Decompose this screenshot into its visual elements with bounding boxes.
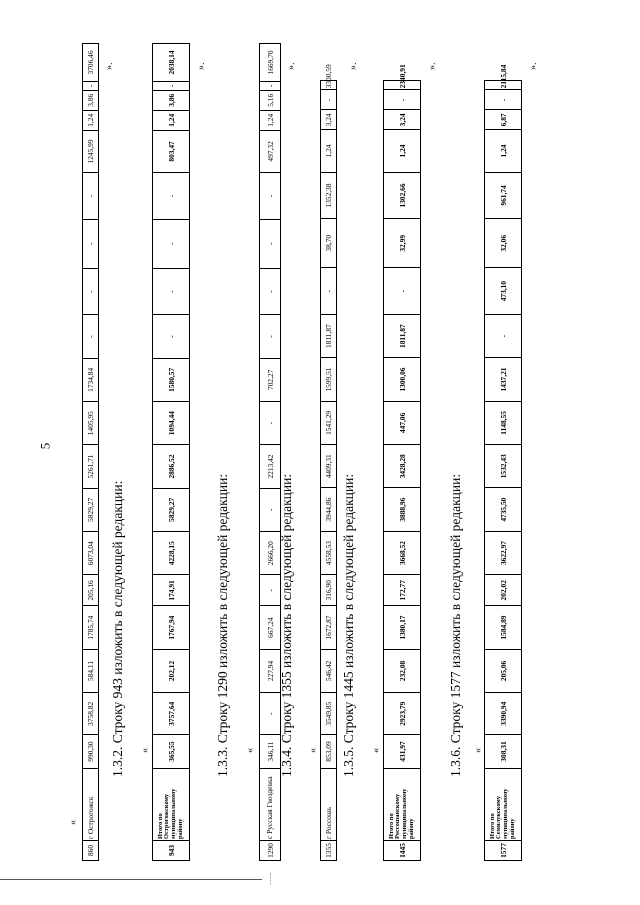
value-cell: 172,77 xyxy=(384,575,421,606)
value-cell: 6,87 xyxy=(485,110,522,130)
value-cell: 803,47 xyxy=(153,130,190,172)
value-cell: 316,90 xyxy=(321,575,337,606)
value-cell: - xyxy=(153,315,190,358)
value-cell: 1437,21 xyxy=(485,358,522,401)
page-number: 5 xyxy=(37,442,53,450)
value-cell: - xyxy=(83,268,99,315)
value-cell: 1811,87 xyxy=(384,314,421,357)
settlement-name-cell: г Острогожск xyxy=(83,768,99,840)
value-cell: 1,24 xyxy=(321,130,337,172)
value-cell: 447,06 xyxy=(384,401,421,444)
value-cell: 3,86 xyxy=(83,90,99,110)
row-number-cell: 1355 xyxy=(321,840,337,860)
value-cell: 3668,52 xyxy=(384,531,421,574)
value-cell: - xyxy=(153,81,190,90)
value-cell: 2666,20 xyxy=(260,532,281,575)
value-cell: 38,70 xyxy=(321,219,337,268)
value-cell: 1541,29 xyxy=(321,401,337,444)
value-cell: - xyxy=(485,90,522,110)
value-cell: - xyxy=(260,693,281,735)
settlement-name-cell: с Русская Гвоздевка xyxy=(260,768,281,840)
amendment-heading: 1.3.3. Строку 1290 изложить в следующей редакции: xyxy=(215,473,230,777)
open-quote: « xyxy=(68,820,79,825)
value-cell: 1094,44 xyxy=(153,402,190,445)
table-row-860 xyxy=(82,43,99,861)
value-cell: - xyxy=(83,315,99,358)
value-cell: 1811,87 xyxy=(321,314,337,357)
value-cell: 2038,14 xyxy=(153,44,190,82)
value-cell: - xyxy=(153,268,190,315)
value-cell: 4228,15 xyxy=(153,532,190,575)
value-cell: 546,42 xyxy=(321,649,337,692)
value-cell: 4735,50 xyxy=(485,488,522,531)
value-cell: 3622,97 xyxy=(485,531,522,574)
row-number-cell: 860 xyxy=(83,841,99,861)
value-cell: 702,27 xyxy=(260,358,281,401)
value-cell: 4409,31 xyxy=(321,445,337,488)
amendment-heading: 1.3.5. Строку 1445 изложить в следующей редакции: xyxy=(341,473,356,777)
value-cell: 1,24 xyxy=(485,130,522,172)
value-cell: 3888,96 xyxy=(384,488,421,531)
table-row-1290 xyxy=(259,43,281,861)
value-cell: 473,10 xyxy=(485,268,522,315)
value-cell: 3758,82 xyxy=(83,693,99,735)
value-cell: - xyxy=(83,81,99,90)
close-quote: ». xyxy=(528,62,539,70)
value-cell: 1599,51 xyxy=(321,358,337,401)
value-cell: 5829,27 xyxy=(153,488,190,531)
value-cell: - xyxy=(384,90,421,110)
value-cell: 1,24 xyxy=(384,130,421,172)
value-cell: - xyxy=(260,402,281,445)
amendment-heading: 1.3.6. Строку 1577 изложить в следующей редакции: xyxy=(448,473,463,777)
value-cell: 3,24 xyxy=(384,110,421,130)
value-cell: 1,24 xyxy=(260,110,281,130)
value-cell: 667,24 xyxy=(260,606,281,649)
value-cell: 431,97 xyxy=(384,735,421,768)
row-number-cell: 943 xyxy=(153,841,190,861)
value-cell: 1767,94 xyxy=(153,606,190,649)
value-cell: 1734,84 xyxy=(83,358,99,401)
settlement-name-cell: г Россошь xyxy=(321,768,337,840)
value-cell: 205,06 xyxy=(485,649,522,692)
table-row-1577 xyxy=(484,43,522,861)
value-cell: 1580,57 xyxy=(153,358,190,401)
value-cell: 32,06 xyxy=(485,219,522,268)
close-quote: ». xyxy=(286,62,297,70)
value-cell: 5829,27 xyxy=(83,488,99,531)
value-cell: 6073,04 xyxy=(83,532,99,575)
open-quote: « xyxy=(140,748,151,753)
value-cell: 227,94 xyxy=(260,649,281,692)
value-cell: 1405,95 xyxy=(83,402,99,445)
open-quote: « xyxy=(308,748,319,753)
settlement-name-cell: Итого по Острогожскому муниципальному району xyxy=(153,768,190,840)
value-cell: 1302,66 xyxy=(384,172,421,219)
value-cell: 202,12 xyxy=(153,649,190,692)
value-cell: 3706,46 xyxy=(83,44,99,82)
open-quote: « xyxy=(473,748,484,753)
value-cell: 32,99 xyxy=(384,219,421,268)
value-cell: 3428,28 xyxy=(384,445,421,488)
value-cell: 3,86 xyxy=(153,90,190,110)
value-cell: - xyxy=(260,219,281,268)
row-number-cell: 1577 xyxy=(485,840,522,860)
value-cell: - xyxy=(260,81,281,90)
close-quote: ». xyxy=(427,62,438,70)
value-cell: - xyxy=(384,268,421,315)
value-cell: 5261,71 xyxy=(83,445,99,488)
value-cell: 853,09 xyxy=(321,735,337,768)
value-cell: - xyxy=(153,173,190,220)
row-number-cell: 1290 xyxy=(260,841,281,861)
close-quote: ». xyxy=(196,62,207,70)
value-cell: 1148,55 xyxy=(485,401,522,444)
value-cell: 1245,99 xyxy=(83,130,99,172)
value-cell: 584,11 xyxy=(83,649,99,692)
value-cell: 990,30 xyxy=(83,735,99,768)
value-cell: 308,31 xyxy=(485,735,522,768)
value-cell: 346,11 xyxy=(260,735,281,768)
value-cell: 202,02 xyxy=(485,575,522,606)
settlement-name-cell: Итого по Семилукскому муниципальному району xyxy=(485,768,522,840)
value-cell: 4558,53 xyxy=(321,531,337,574)
value-cell: 2340,91 xyxy=(384,81,421,90)
value-cell: 2886,52 xyxy=(153,445,190,488)
footer-mark xyxy=(270,873,271,885)
value-cell: - xyxy=(260,575,281,606)
value-cell: 2923,79 xyxy=(384,693,421,735)
amendment-heading: 1.3.4. Строку 1355 изложить в следующей редакции: xyxy=(279,473,294,777)
value-cell: 3757,64 xyxy=(153,693,190,735)
value-cell: - xyxy=(83,173,99,220)
table-row-1355 xyxy=(320,43,337,861)
value-cell: 3549,85 xyxy=(321,693,337,735)
value-cell: 1380,17 xyxy=(384,606,421,649)
value-cell: 1300,06 xyxy=(384,358,421,401)
table-row-1445 xyxy=(383,43,421,861)
value-cell: 5,16 xyxy=(260,90,281,110)
value-cell: 3,24 xyxy=(321,110,337,130)
value-cell: 497,32 xyxy=(260,130,281,172)
value-cell: 1,24 xyxy=(83,110,99,130)
value-cell: 2213,42 xyxy=(260,445,281,488)
open-quote: « xyxy=(371,748,382,753)
value-cell: 1669,70 xyxy=(260,44,281,82)
value-cell: 205,16 xyxy=(83,575,99,606)
value-cell: - xyxy=(260,173,281,220)
value-cell: 365,55 xyxy=(153,735,190,768)
value-cell: 3944,86 xyxy=(321,488,337,531)
value-cell: - xyxy=(153,219,190,268)
footer-divider xyxy=(0,879,262,880)
value-cell: - xyxy=(260,268,281,315)
value-cell: - xyxy=(485,314,522,357)
table-row-943 xyxy=(152,43,190,861)
row-number-cell: 1445 xyxy=(384,840,421,860)
value-cell: 3390,94 xyxy=(485,693,522,735)
value-cell: - xyxy=(83,219,99,268)
amendment-heading: 1.3.2. Строку 943 изложить в следующей редакции: xyxy=(110,480,125,777)
close-quote: ». xyxy=(104,62,115,70)
open-quote: « xyxy=(245,748,256,753)
value-cell: 2115,84 xyxy=(485,81,522,90)
value-cell: 1532,43 xyxy=(485,445,522,488)
value-cell: 232,08 xyxy=(384,649,421,692)
value-cell: - xyxy=(260,488,281,531)
close-quote: ». xyxy=(348,62,359,70)
value-cell: - xyxy=(260,315,281,358)
value-cell: 174,91 xyxy=(153,575,190,606)
value-cell: 1,24 xyxy=(153,110,190,130)
value-cell: 1785,74 xyxy=(83,606,99,649)
value-cell: - xyxy=(321,268,337,315)
value-cell: 961,74 xyxy=(485,172,522,219)
value-cell: - xyxy=(321,90,337,110)
settlement-name-cell: Итого по Россошанскому муниципальному району xyxy=(384,768,421,840)
value-cell: 1672,87 xyxy=(321,606,337,649)
value-cell: 1352,38 xyxy=(321,172,337,219)
value-cell: 3300,59 xyxy=(321,81,337,90)
value-cell: 1584,89 xyxy=(485,606,522,649)
